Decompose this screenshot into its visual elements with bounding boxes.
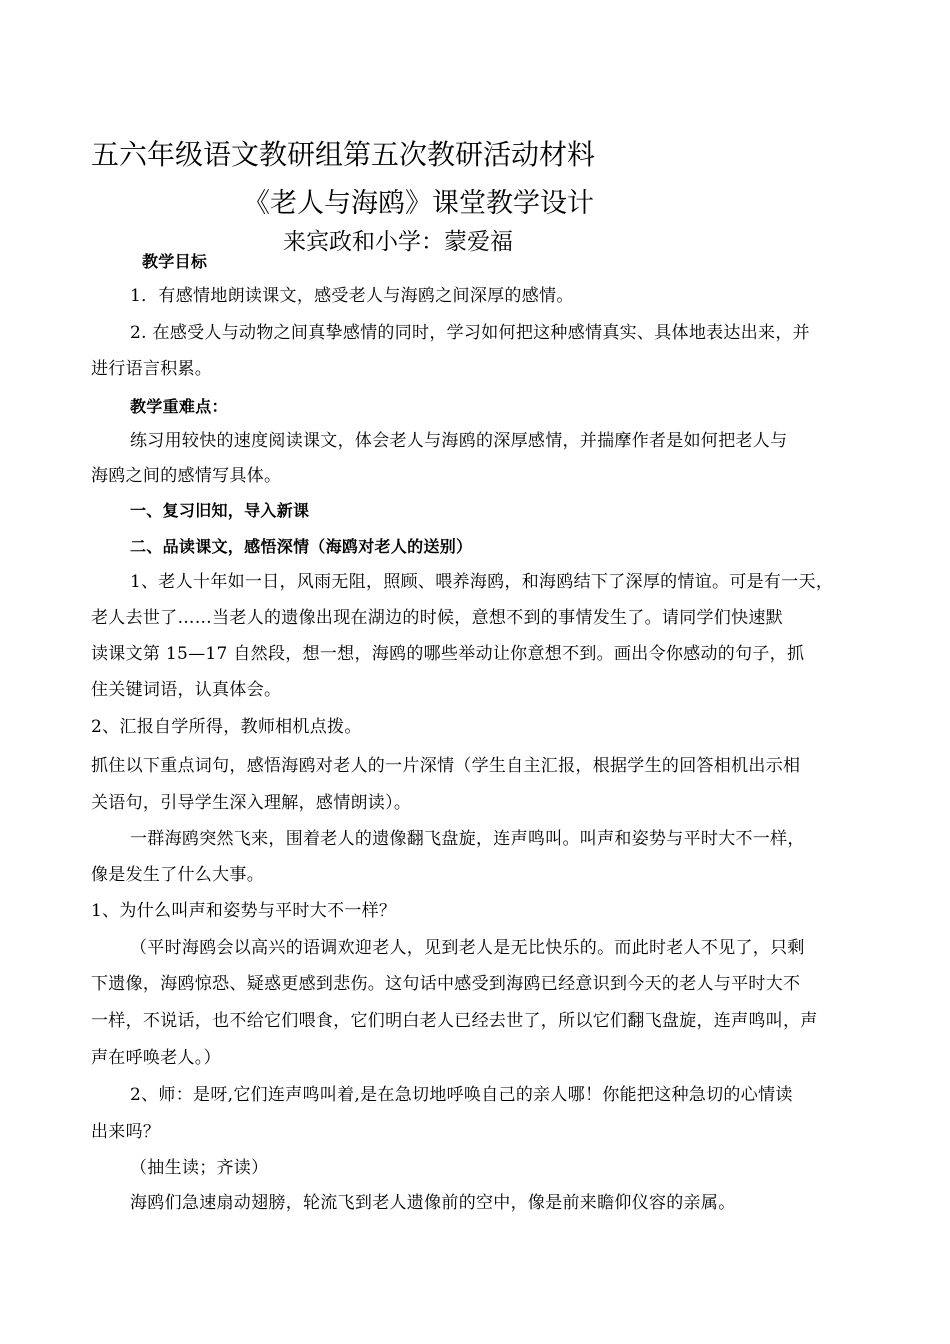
paragraph-line: 练习用较快的速度阅读课文，体会老人与海鸥的深厚感情，并揣摩作者是如何把老人与 [130, 431, 788, 451]
paragraph-line: 1．有感情地朗读课文，感受老人与海鸥之间深厚的感情。 [130, 286, 574, 306]
paragraph-line: （平时海鸥会以高兴的语调欢迎老人，见到老人是无比快乐的。而此时老人不见了，只剩 [130, 938, 805, 958]
paragraph-line: 关语句，引导学生深入理解，感情朗读）。 [91, 793, 412, 813]
section-heading-one: 一、复习旧知，导入新课 [130, 501, 310, 520]
paragraph-line: 进行语言积累。 [91, 359, 213, 379]
paragraph-line: 住关键词语，认真体会。 [91, 680, 282, 700]
paragraph-line: 声在呼唤老人。） [91, 1048, 221, 1068]
document-title: 五六年级语文教研组第五次教研活动材料 [91, 138, 596, 171]
paragraph-line: 抓住以下重点词句，感悟海鸥对老人的一片深情（学生自主汇报，根据学生的回答相机出示相 [91, 756, 801, 776]
paragraph-line: 2. 在感受人与动物之间真挚感情的同时，学习如何把这种感情真实、具体地表达出来，并 [130, 323, 810, 343]
paragraph-line: 2、师：是呀,它们连声鸣叫着,是在急切地呼唤自己的亲人哪！你能把这种急切的心情读 [130, 1085, 793, 1105]
paragraph-line: 2、汇报自学所得，教师相机点拨。 [91, 717, 362, 737]
section-heading-two: 二、品读课文，感悟深情（海鸥对老人的送别） [130, 537, 473, 556]
paragraph-line: 出来吗？ [91, 1122, 161, 1142]
paragraph-line: （抽生读；齐读） [130, 1158, 269, 1178]
paragraph-line: 海鸥之间的感情写具体。 [91, 466, 282, 486]
paragraph-line: 一群海鸥突然飞来，围着老人的遗像翻飞盘旋，连声鸣叫。叫声和姿势与平时大不一样， [130, 829, 805, 849]
paragraph-line: 下遗像，海鸥惊恐、疑惑更感到悲伤。这句话中感受到海鸥已经意识到今天的老人与平时大不 [91, 974, 801, 994]
paragraph-line: 一样，不说话，也不给它们喂食，它们明白老人已经去世了，所以它们翻飞盘旋，连声鸣叫，声 [91, 1011, 818, 1031]
paragraph-line: 读课文第 15—17 自然段，想一想，海鸥的哪些举动让你意想不到。画出令你感动的句子，抓 [91, 644, 805, 664]
paragraph-line: 老人去世了……当老人的遗像出现在湖边的时候，意想不到的事情发生了。请同学们快速默 [91, 608, 783, 628]
paragraph-line: 1、为什么叫声和姿势与平时大不一样？ [91, 901, 397, 921]
paragraph-line: 海鸥们急速扇动翅膀，轮流飞到老人遗像前的空中，像是前来瞻仰仪容的亲属。 [130, 1193, 736, 1213]
section-heading-focus: 教学重难点： [130, 397, 228, 416]
lesson-title: 《老人与海鸥》课堂教学设计 [243, 188, 594, 219]
section-heading-goals: 教学目标 [142, 252, 208, 271]
author-line: 来宾政和小学：蒙爱福 [283, 229, 513, 255]
paragraph-line: 1、老人十年如一日，风雨无阻，照顾、喂养海鸥，和海鸥结下了深厚的情谊。可是有一天， [130, 572, 834, 592]
paragraph-line: 像是发生了什么大事。 [91, 865, 264, 885]
